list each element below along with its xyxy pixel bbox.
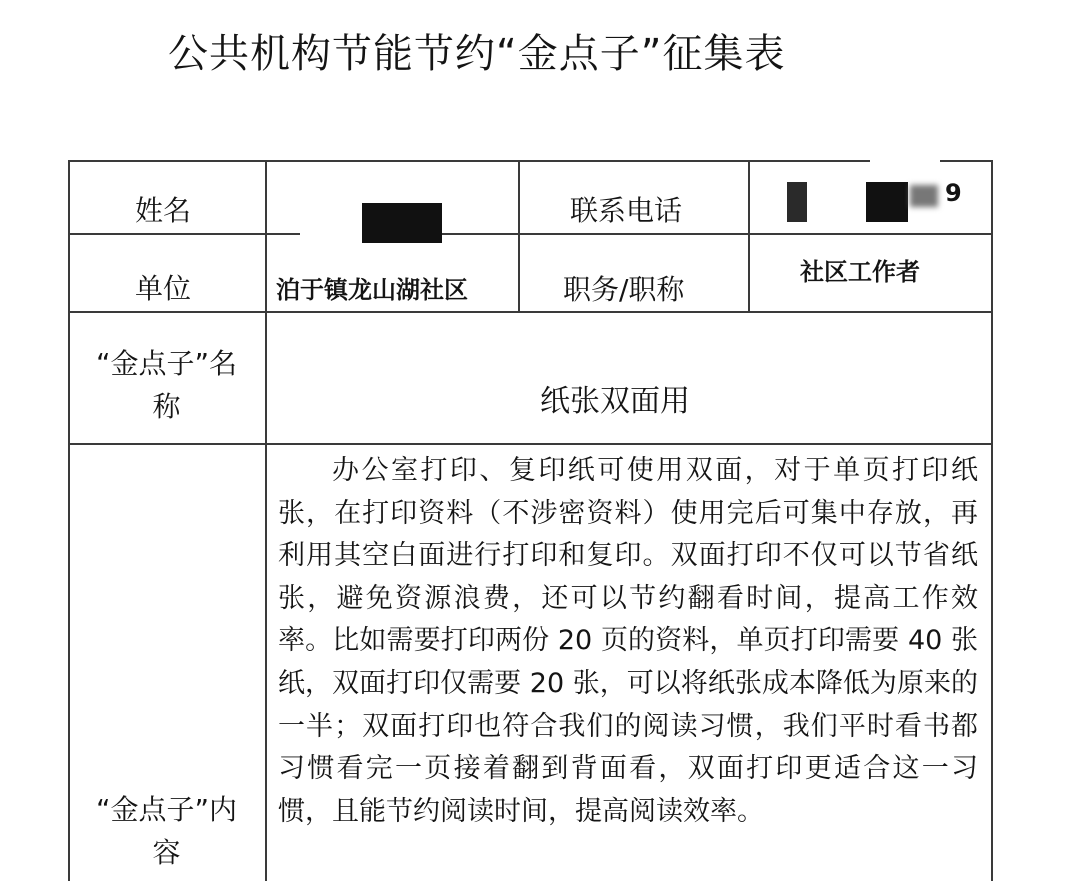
position-label: 职务/职称 <box>563 273 685 306</box>
position-value: 社区工作者 <box>800 258 920 286</box>
phone-redaction <box>866 182 908 222</box>
table-line <box>68 160 992 162</box>
table-line <box>68 233 992 235</box>
idea-content-label-line2: 容 <box>152 836 181 869</box>
table-line <box>518 160 520 311</box>
form-title: 公共机构节能节约“金点子”征集表 <box>168 31 786 77</box>
border-gap <box>870 150 940 164</box>
unit-value: 泊于镇龙山湖社区 <box>276 276 468 304</box>
table-line <box>991 160 993 881</box>
table-line <box>265 160 267 881</box>
phone-redaction <box>787 182 807 222</box>
idea-name-label-line2: 称 <box>152 390 181 423</box>
name-redaction <box>362 203 442 243</box>
phone-visible-digit: 9 <box>945 179 962 207</box>
idea-content-label-line1: “金点子”内 <box>95 793 237 826</box>
name-label: 姓名 <box>135 194 192 227</box>
table-line <box>68 443 992 445</box>
idea-name-label <box>68 342 265 428</box>
idea-content-value: 办公室打印、复印纸可使用双面，对于单页打印纸张，在打印资料（不涉密资料）使用完后可集中存放，再利用其空白面进行打印和复印。双面打印不仅可以节省纸张，避免资源浪费，还可以节约翻看时间，提高工作效率。比如需要打印两份 20 页的资料，单页打印需要 40 张纸，双面打印仅需要 20 张，可以将纸张成本降低为原来的一半；双面打印也符合我们的阅读习惯，我们平时看书都习惯看完一页接着翻到背面看，双面打印更适合这一习惯，且能节约阅读时间，提高阅读效率。 <box>278 455 978 827</box>
idea-name-value: 纸张双面用 <box>540 384 690 419</box>
table-line <box>68 160 70 881</box>
phone-redaction <box>910 185 938 207</box>
idea-name-label-line1: “金点子”名 <box>95 347 237 380</box>
idea-content-label <box>68 788 265 874</box>
phone-label: 联系电话 <box>570 194 683 227</box>
table-line <box>748 160 750 311</box>
unit-label: 单位 <box>135 272 192 305</box>
table-line <box>68 311 992 313</box>
